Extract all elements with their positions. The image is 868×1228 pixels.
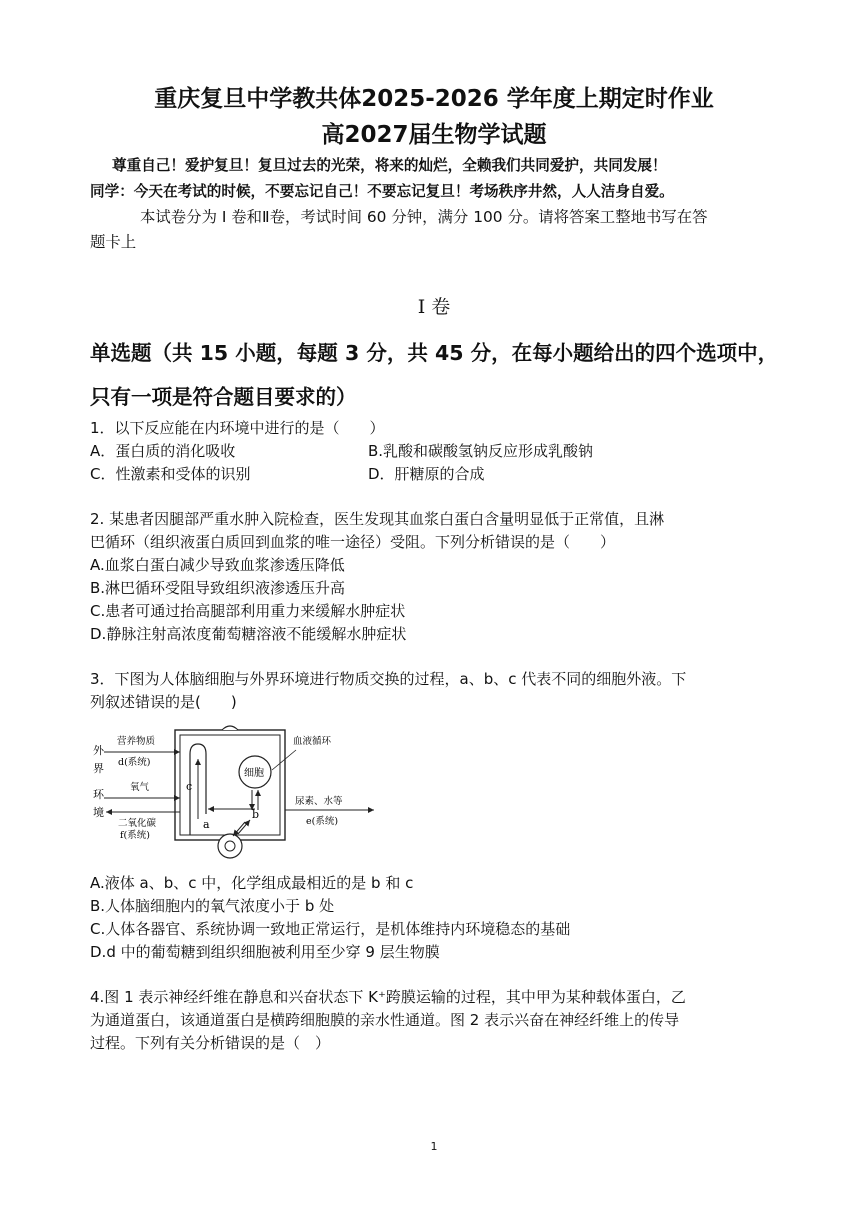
exam-intro-line2: 题卡上 [90,233,137,251]
question-stem-line1: 2. 某患者因腿部严重水肿入院检查，医生发现其血浆白蛋白含量明显低于正常值，且淋 [90,510,665,528]
question-stem-line1: 3．下图为人体脑细胞与外界环境进行物质交换的过程，a、b、c 代表不同的细胞外液。下 [90,670,687,688]
option-a: A.液体 a、b、c 中，化学组成最相近的是 b 和 c [90,874,414,892]
vessel-bump [222,726,238,730]
option-b: B.乳酸和碳酸氢钠反应形成乳酸钠 [368,442,594,460]
question-stem-line2: 列叙述错误的是( ) [90,693,237,711]
option-b: B.人体脑细胞内的氧气浓度小于 b 处 [90,897,335,915]
section-instructions-line1: 单选题（共 15 小题，每题 3 分，共 45 分，在每小题给出的四个选项中， [90,341,779,365]
oxygen-label: 氧气 [130,782,150,793]
question-stem-line2: 为通道蛋白，该通道蛋白是横跨细胞膜的亲水性通道。图 2 表示兴奋在神经纤维上的传导 [90,1011,680,1029]
option-c: C．性激素和受体的识别 [90,465,251,483]
exam-title-line2: 高2027届生物学试题 [321,122,547,148]
section-title: I 卷 [417,296,451,318]
blood-circulation-pointer [272,750,296,770]
option-c: C.患者可通过抬高腿部利用重力来缓解水肿症状 [90,602,406,620]
option-c: C.人体各器官、系统协调一致地正常运行，是机体维持内环境稳态的基础 [90,920,571,938]
outside-env-char-2: 界 [93,762,104,775]
option-b: B.淋巴循环受阻导致组织液渗透压升高 [90,579,346,597]
f-system-label: f(系统) [120,830,150,841]
label-c: c [186,780,193,793]
question-stem-line1: 4.图 1 表示神经纤维在静息和兴奋状态下 K⁺跨膜运输的过程，其中甲为某种载体蛋白，乙 [90,988,686,1006]
capillary-out-arrow [238,820,250,834]
option-d: D．肝糖原的合成 [368,465,485,483]
option-a: A.血浆白蛋白减少导致血浆渗透压降低 [90,556,345,574]
cell-label: 细胞 [244,768,264,779]
exam-intro-line1: 本试卷分为 I 卷和Ⅱ卷，考试时间 60 分钟，满分 100 分。请将答案工整地书写在答 [140,208,708,226]
capillary [218,834,242,858]
option-d: D.d 中的葡萄糖到组织细胞被利用至少穿 9 层生物膜 [90,943,440,961]
page-number: 1 [430,1140,438,1153]
d-system-label: d(系统) [118,757,151,768]
question-stem-line2: 巴循环（组织液蛋白质回到血浆的唯一途径）受阻。下列分析错误的是（ ） [90,533,616,551]
outside-env-char-3: 环 [93,788,104,801]
question-stem-line3: 过程。下列有关分析错误的是（ ） [90,1034,331,1052]
option-a: A．蛋白质的消化吸收 [90,442,236,460]
exam-title-line1: 重庆复旦中学教共体2025-2026 学年度上期定时作业 [154,86,714,112]
nutrients-label: 营养物质 [117,736,156,747]
capillary-in-arrow [233,822,245,836]
e-system-label: e(系统) [306,816,339,827]
blood-circulation-label: 血液循环 [293,736,332,747]
label-a: a [203,818,210,831]
label-b: b [252,808,260,821]
school-motto-line1: 尊重自己！爱护复旦！复旦过去的光荣，将来的灿烂，全赖我们共同爱护，共同发展！ [112,157,667,174]
co2-label: 二氧化碳 [118,818,157,829]
section-instructions-line2: 只有一项是符合题目要求的） [90,385,357,409]
exchange-diagram [90,724,380,864]
option-d: D.静脉注射高浓度葡萄糖溶液不能缓解水肿症状 [90,625,407,643]
school-motto-line2: 同学：今天在考试的时候，不要忘记自己！不要忘记复旦！考场秩序井然，人人洁身自爱。 [90,183,674,200]
question-stem: 1．以下反应能在内环境中进行的是（ ） [90,419,385,437]
outside-env-char-4: 境 [93,806,104,819]
urea-water-label: 尿素、水等 [295,796,343,807]
outside-env-char-1: 外 [93,744,104,757]
